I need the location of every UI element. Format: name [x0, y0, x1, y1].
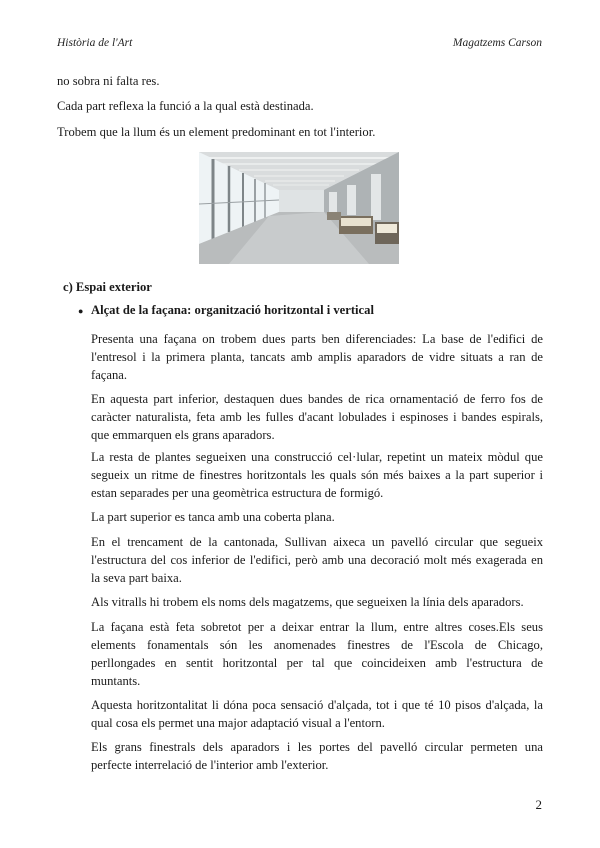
- paragraph-4-line-1: La part superior es tanca amb una coberta plana.: [91, 510, 335, 524]
- paragraph-2-line-2: caràcter naturalista, feta amb les fulles d'acant lobulades i espinoses i bandes espirals,: [91, 410, 543, 424]
- paragraph-5-line-3: la seva part baixa.: [91, 571, 182, 585]
- header-left: Història de l'Art: [57, 37, 133, 49]
- paragraph-9-line-2: perfecte interrelació de l'interior amb l'exterior.: [91, 758, 329, 772]
- paragraph-5-line-2: l'estructura del cos inferior de l'edifici, però amb una decoració molt més exagerada en: [91, 553, 543, 567]
- paragraph-2-line-3: que emmarquen els grans aparadors.: [91, 428, 275, 442]
- paragraph-9-line-1: Els grans finestrals dels aparadors i les portes del pavelló circular permeten una: [91, 740, 543, 754]
- intro-line-3: Trobem que la llum és un element predominant en tot l'interior.: [57, 125, 376, 139]
- paragraph-7-line-3: perllongades en sentit horitzontal per tal que coincideixen amb l'estructura de: [91, 656, 543, 670]
- section-title: c) Espai exterior: [63, 280, 152, 294]
- paragraph-1-line-2: l'entresol i la primera planta, tancats amb amplis aparadors de vidre situats a ran de: [91, 350, 543, 364]
- paragraph-4: [91, 508, 543, 526]
- header-right: Magatzems Carson: [452, 37, 542, 49]
- paragraph-7-line-4: muntants.: [91, 674, 141, 688]
- paragraph-1: [91, 330, 543, 384]
- paragraph-5-line-1: En el trencament de la cantonada, Sullivan aixeca un pavelló circular que segueix: [91, 535, 543, 549]
- paragraph-9: [91, 738, 543, 774]
- interior-photo-illustration: [199, 152, 399, 264]
- paragraph-8-line-2: qual cosa els permet una major adaptació visual a l'entorn.: [91, 716, 385, 730]
- paragraph-1-line-1: Presenta una façana on trobem dues parts ben diferenciades: La base de l'edifici de: [91, 332, 543, 346]
- interior-photo: [199, 152, 399, 264]
- intro-line-2: Cada part reflexa la funció a la qual està destinada.: [57, 99, 314, 113]
- paragraph-3-line-2: segueix un ritme de finestres horitzontals les quals són més baixes a la part superior i: [91, 468, 543, 482]
- paragraph-8: [91, 696, 543, 732]
- subsection-title: Alçat de la façana: organització horitzontal i vertical: [91, 303, 374, 317]
- bullet-dot-icon: ●: [78, 306, 84, 316]
- paragraph-7: [91, 618, 543, 690]
- paragraph-2: [91, 390, 543, 444]
- paragraph-7-line-2: elements fonamentals són les anomenades finestres de l'Escola de Chicago,: [91, 638, 543, 652]
- paragraph-3: [91, 448, 543, 502]
- paragraph-7-line-1: La façana està feta sobretot per a deixar entrar la llum, entre altres coses.Els seus: [91, 620, 543, 634]
- paragraph-1-line-3: façana.: [91, 368, 127, 382]
- paragraph-6: [91, 593, 543, 611]
- page-number: 2: [535, 797, 542, 812]
- paragraph-2-line-1: En aquesta part inferior, destaquen dues bandes de rica ornamentació de ferro fos de: [91, 392, 543, 406]
- paragraph-5: [91, 533, 543, 587]
- paragraph-8-line-1: Aquesta horitzontalitat li dóna poca sensació d'alçada, tot i que té 10 pisos d'alçada, la: [91, 698, 543, 712]
- paragraph-6-line-1: Als vitralls hi trobem els noms dels magatzems, que segueixen la línia dels aparadors.: [91, 595, 524, 609]
- paragraph-3-line-1: La resta de plantes segueixen una construcció cel·lular, repetint un mateix mòdul que: [91, 450, 543, 464]
- paragraph-3-line-3: estan separades per una geomètrica estructura de formigó.: [91, 486, 384, 500]
- intro-line-1: no sobra ni falta res.: [57, 74, 160, 88]
